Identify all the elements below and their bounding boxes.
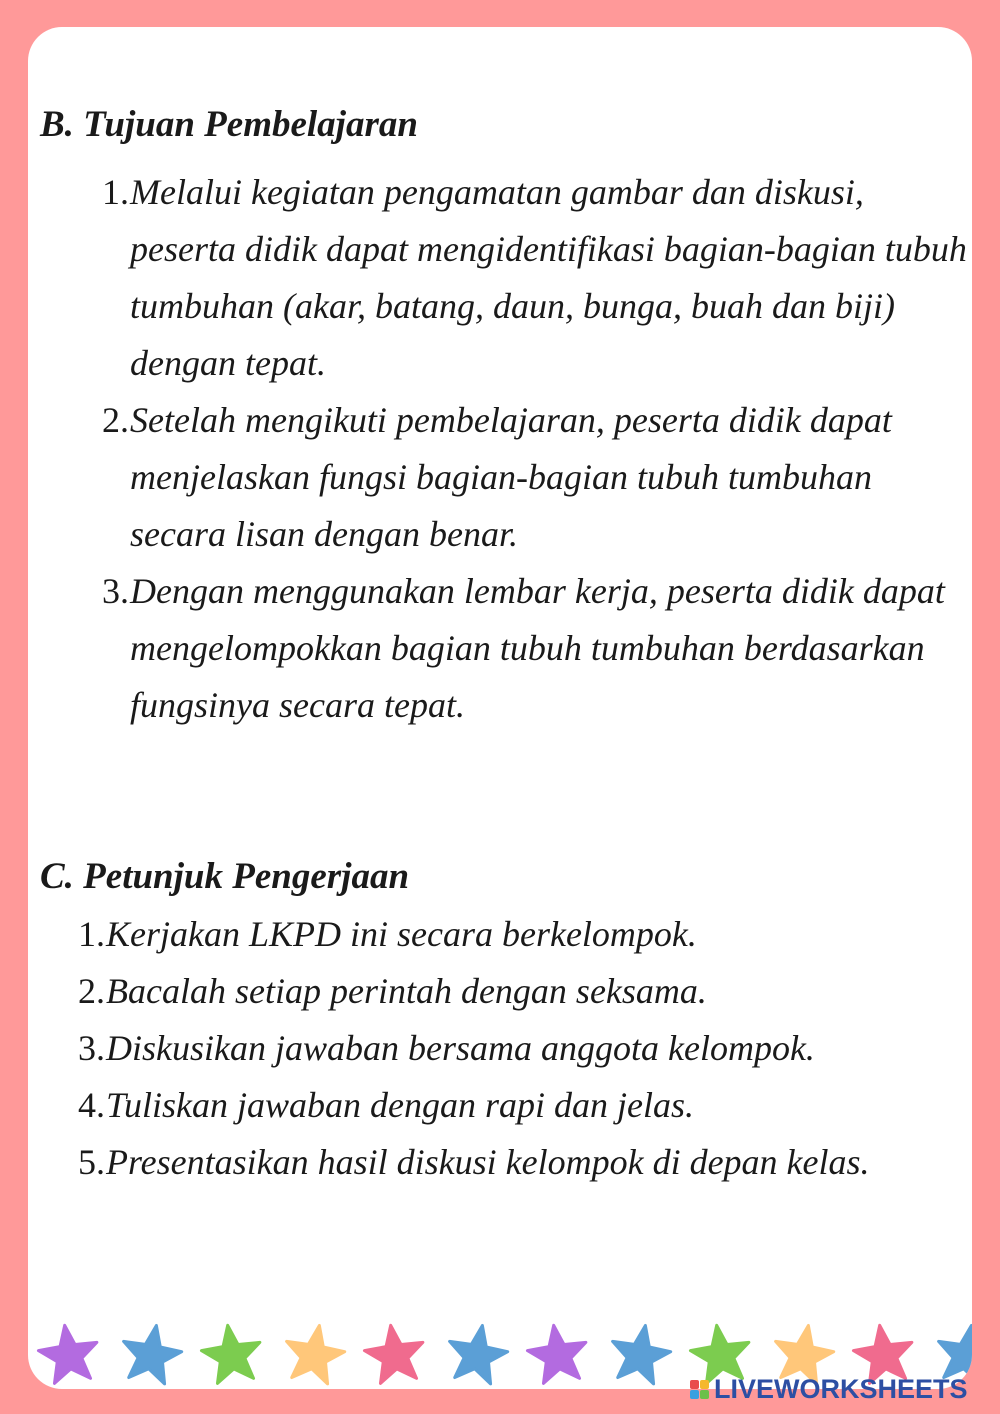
worksheet-page <box>28 27 972 1389</box>
liveworksheets-logo-icon <box>690 1380 709 1399</box>
item-text: Bacalah setiap perintah dengan seksama. <box>106 971 707 1011</box>
liveworksheets-watermark <box>690 1371 968 1407</box>
item-number: 1. <box>78 914 105 954</box>
item-number: 2. <box>78 971 105 1011</box>
star-icon <box>525 1321 591 1387</box>
item-number: 1. <box>102 172 129 212</box>
star-icon <box>362 1321 428 1387</box>
list-item <box>28 563 968 734</box>
logo-square <box>700 1380 709 1389</box>
section-b-heading: B. Tujuan Pembelajaran <box>40 104 418 145</box>
list-item <box>28 1077 928 1134</box>
list-item <box>28 963 928 1020</box>
list-item <box>28 906 928 963</box>
star-icon <box>281 1321 347 1387</box>
star-icon <box>607 1321 673 1387</box>
item-number: 3. <box>78 1028 105 1068</box>
list-item <box>28 392 968 563</box>
list-item <box>28 1134 928 1191</box>
item-text: Setelah mengikuti pembelajaran, peserta didik dapat menjelaskan fungsi bagian-bagian tubuh tumbuhan secara lisan dengan benar. <box>130 400 892 554</box>
item-number: 2. <box>102 400 129 440</box>
list-item <box>28 1020 928 1077</box>
star-icon <box>444 1321 510 1387</box>
item-text: Melalui kegiatan pengamatan gambar dan diskusi, peserta didik dapat mengidentifikasi bagian-bagian tubuh tumbuhan (akar, batang, daun, bunga, buah dan biji) dengan tepat. <box>130 172 967 383</box>
item-text: Diskusikan jawaban bersama anggota kelompok. <box>106 1028 815 1068</box>
item-text: Kerjakan LKPD ini secara berkelompok. <box>106 914 697 954</box>
star-icon <box>199 1321 265 1387</box>
list-item <box>28 164 968 392</box>
item-number: 5. <box>78 1142 105 1182</box>
item-text: Tuliskan jawaban dengan rapi dan jelas. <box>106 1085 695 1125</box>
logo-square <box>700 1390 709 1399</box>
learning-objectives-list <box>28 164 968 734</box>
item-text: Dengan menggunakan lembar kerja, peserta didik dapat mengelompokkan bagian tubuh tumbuhan berdasarkan fungsinya secara tepat. <box>130 571 945 725</box>
item-number: 4. <box>78 1085 105 1125</box>
watermark-text: LIVEWORKSHEETS <box>714 1373 968 1404</box>
item-text: Presentasikan hasil diskusi kelompok di depan kelas. <box>106 1142 870 1182</box>
star-icon <box>118 1321 184 1387</box>
section-c-heading: C. Petunjuk Pengerjaan <box>40 856 410 897</box>
item-number: 3. <box>102 571 129 611</box>
work-instructions-list <box>28 906 928 1191</box>
star-icon <box>36 1321 102 1387</box>
logo-square <box>690 1390 699 1399</box>
logo-square <box>690 1380 699 1389</box>
